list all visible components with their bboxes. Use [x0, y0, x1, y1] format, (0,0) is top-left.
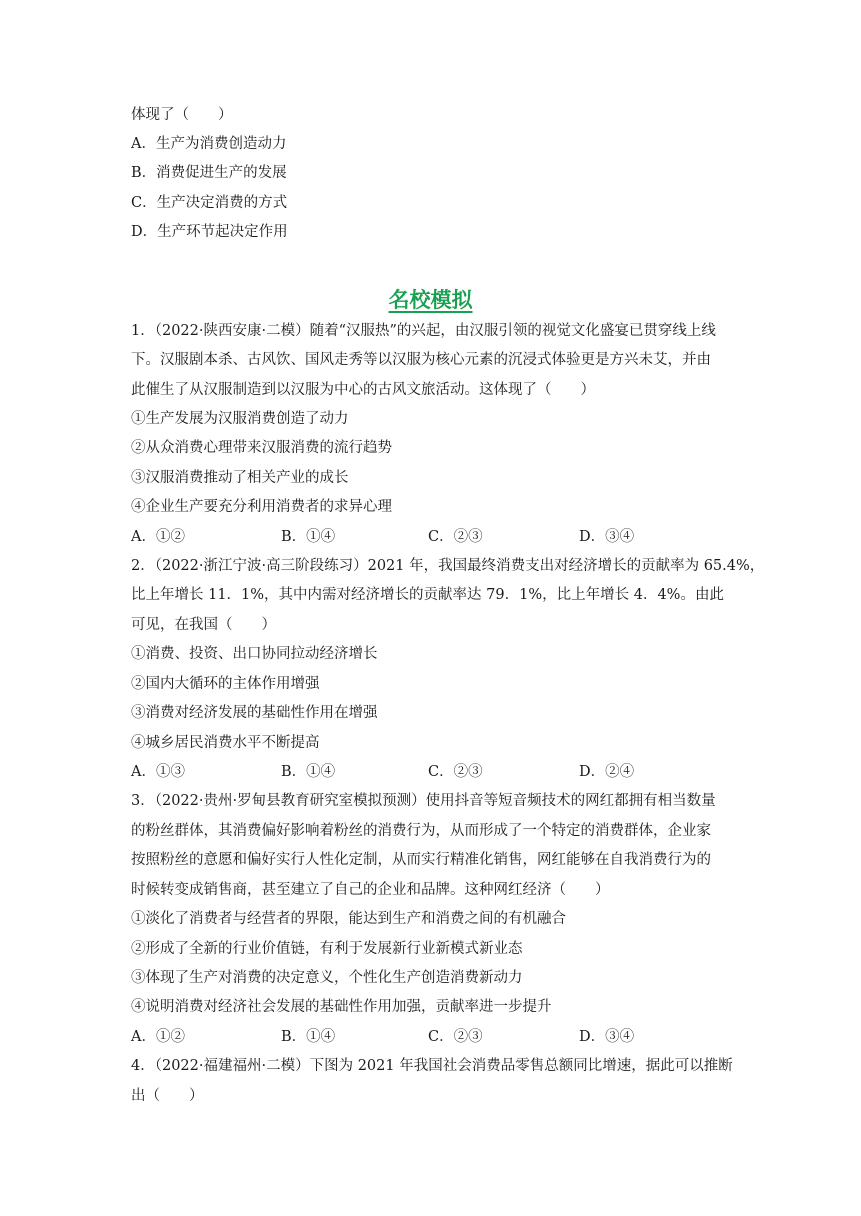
q3-stem-line: 3．（2022·贵州·罗甸县教育研究室模拟预测）使用抖音等短音频技术的网红都拥有相当数量	[131, 793, 716, 809]
q1-item: ④企业生产要充分利用消费者的求异心理	[131, 499, 392, 515]
q3-item: ②形成了全新的行业价值链，有利于发展新行业新模式新业态	[131, 941, 523, 957]
q1-choice-a: A．①②	[131, 529, 185, 545]
q2-item: ③消费对经济发展的基础性作用在增强	[131, 705, 378, 721]
q1-choice-d: D．③④	[579, 529, 635, 545]
q1-item: ②从众消费心理带来汉服消费的流行趋势	[131, 440, 392, 456]
q2-item: ②国内大循环的主体作用增强	[131, 676, 320, 692]
q3-stem-line: 按照粉丝的意愿和偏好实行人性化定制，从而实行精准化销售，网红能够在自我消费行为的	[131, 852, 711, 868]
q2-stem-line: 2．（2022·浙江宁波·高三阶段练习）2021 年，我国最终消费支出对经济增长的贡献率为 65.4%，	[131, 558, 765, 574]
q3-item: ③体现了生产对消费的决定意义，个性化生产创造消费新动力	[131, 970, 523, 986]
q1-stem-line: 下。汉服剧本杀、古风饮、国风走秀等以汉服为核心元素的沉浸式体验更是方兴未艾，并由	[131, 352, 711, 368]
q2-stem-line: 比上年增长 11．1%，其中内需对经济增长的贡献率达 79．1%，比上年增长 4．4%。由此	[131, 587, 724, 603]
section-heading: 名校模拟	[388, 288, 473, 312]
q3-stem-line: 的粉丝群体，其消费偏好影响着粉丝的消费行为，从而形成了一个特定的消费群体，企业家	[131, 823, 711, 839]
q3-choice-b: B．①④	[281, 1029, 336, 1045]
prev-option-a: A．生产为消费创造动力	[131, 136, 287, 152]
prev-option-b: B．消费促进生产的发展	[131, 165, 287, 181]
q2-stem-line: 可见，在我国（ ）	[131, 617, 276, 633]
q1-item: ③汉服消费推动了相关产业的成长	[131, 470, 349, 486]
q4-stem-line: 出（ ）	[131, 1088, 204, 1104]
q1-choice-b: B．①④	[281, 529, 336, 545]
q2-choice-a: A．①③	[131, 764, 185, 780]
q3-choice-a: A．①②	[131, 1029, 185, 1045]
q1-choice-c: C．②③	[428, 529, 483, 545]
q3-stem-line: 时候转变成销售商，甚至建立了自己的企业和品牌。这种网红经济（ ）	[131, 882, 610, 898]
prev-option-c: C．生产决定消费的方式	[131, 195, 288, 211]
q3-item: ④说明消费对经济社会发展的基础性作用加强，贡献率进一步提升	[131, 999, 552, 1015]
q1-stem-line: 1．（2022·陕西安康·二模）随着“汉服热”的兴起，由汉服引领的视觉文化盛宴已贯穿线上线	[131, 323, 716, 339]
q1-stem-line: 此催生了从汉服制造到以汉服为中心的古风文旅活动。这体现了（ ）	[131, 382, 595, 398]
q2-choice-c: C．②③	[428, 764, 483, 780]
prev-option-d: D．生产环节起决定作用	[131, 224, 288, 240]
q3-item: ①淡化了消费者与经营者的界限，能达到生产和消费之间的有机融合	[131, 911, 566, 927]
prev-question-stem: 体现了（ ）	[131, 107, 233, 123]
q3-choice-c: C．②③	[428, 1029, 483, 1045]
q3-choice-d: D．③④	[579, 1029, 635, 1045]
q4-stem-line: 4．（2022·福建福州·二模）下图为 2021 年我国社会消费品零售总额同比增速，据此可以推断	[131, 1058, 733, 1074]
q2-choice-b: B．①④	[281, 764, 336, 780]
q1-item: ①生产发展为汉服消费创造了动力	[131, 411, 349, 427]
q2-item: ④城乡居民消费水平不断提高	[131, 735, 320, 751]
q2-choice-d: D．②④	[579, 764, 635, 780]
q2-item: ①消费、投资、出口协同拉动经济增长	[131, 646, 378, 662]
